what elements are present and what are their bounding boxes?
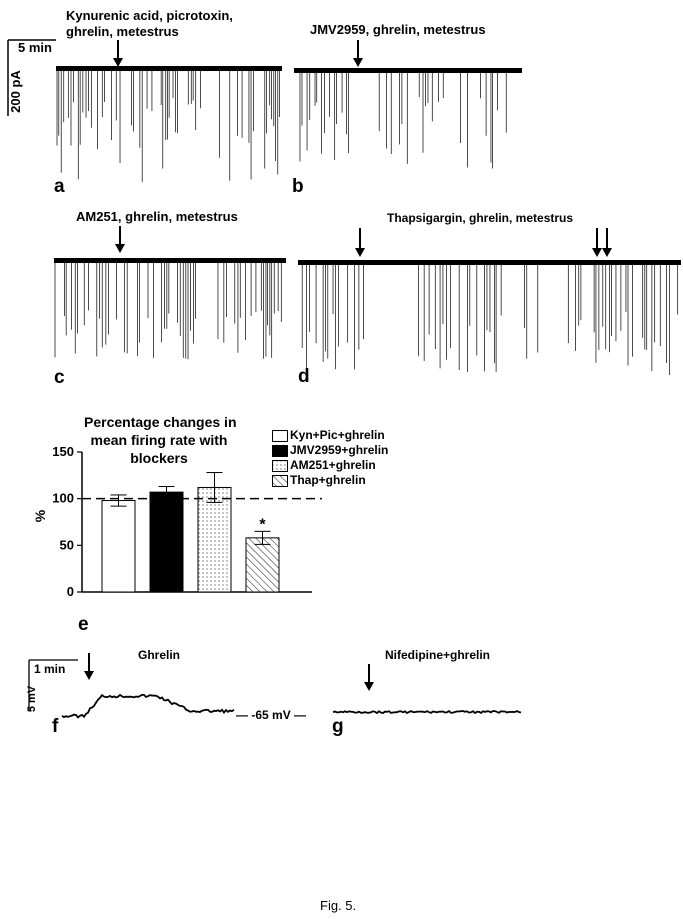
chart-legend <box>272 428 412 492</box>
scale-bar-time-label: 5 min <box>18 40 52 55</box>
panel-a-trace <box>56 60 282 190</box>
y-tick-label: 150 <box>52 444 74 459</box>
holding-potential-value: -65 mV <box>251 708 291 722</box>
panel-f-label: Ghrelin <box>138 648 181 662</box>
panel-g-letter: g <box>332 716 344 737</box>
panel-c-letter: c <box>54 367 65 388</box>
panel-d-arrow-1 <box>350 228 370 260</box>
panel-b-letter: b <box>292 176 304 197</box>
legend-border <box>270 427 272 489</box>
panel-c-trace <box>54 256 286 366</box>
panel-b-label: JMV2959, ghrelin, metestrus <box>310 22 486 37</box>
holding-dash-left: — <box>236 708 252 722</box>
bar-kyn-pic-ghrelin <box>102 501 135 592</box>
panel-f-letter: f <box>52 716 59 737</box>
chart-ylabel: % <box>32 509 49 523</box>
scale-bar-current-label: 200 pA <box>7 70 23 113</box>
bar-am251-ghrelin <box>198 487 231 592</box>
y-tick-label: 50 <box>59 537 74 553</box>
y-tick-label: 0 <box>66 584 74 599</box>
panel-a-label-line2: ghrelin, metestrus <box>66 24 179 39</box>
panel-f-arrow <box>79 653 99 683</box>
scale-bar-bottom-voltage: 5 mV <box>26 685 39 713</box>
chart-title-line1: Percentage changes in <box>84 414 237 430</box>
trace-baseline <box>294 68 522 73</box>
legend-swatch-hatched <box>272 475 288 487</box>
panel-c-label: AM251, ghrelin, metestrus <box>76 209 238 224</box>
panel-g-arrow <box>359 664 379 694</box>
legend-swatch-dotted <box>272 460 288 472</box>
scale-bar-bottom-time: 1 min <box>34 662 66 676</box>
legend-label-jmv: JMV2959+ghrelin <box>290 443 389 457</box>
holding-potential-label <box>236 708 306 722</box>
bar-thap-ghrelin <box>246 538 279 592</box>
panel-g-label: Nifedipine+ghrelin <box>385 648 491 662</box>
panel-a-letter: a <box>54 176 65 197</box>
legend-swatch-white <box>272 430 288 442</box>
legend-label-thap: Thap+ghrelin <box>290 473 366 487</box>
panel-a-label-line1: Kynurenic acid, picrotoxin, <box>66 8 233 23</box>
holding-dash-right: — <box>290 708 307 722</box>
legend-swatch-black <box>272 445 288 457</box>
panel-d-arrow-3 <box>597 228 617 260</box>
panel-d-letter: d <box>298 366 310 387</box>
figure-caption: Fig. 5. <box>320 898 357 913</box>
panel-d-trace <box>298 258 681 383</box>
chart-title-line2: mean firing rate with <box>90 432 228 448</box>
panel-b-trace <box>294 62 522 177</box>
significance-marker: * <box>259 516 266 534</box>
y-tick-label: 100 <box>52 490 74 506</box>
chart-title-line3: blockers <box>130 450 188 466</box>
panel-g-trace <box>333 696 523 726</box>
ghrelin-voltage-line <box>62 695 234 718</box>
bar-jmv2959-ghrelin <box>150 492 183 592</box>
trace-baseline <box>298 260 681 265</box>
panel-c-arrow <box>110 226 130 256</box>
legend-label-kyn: Kyn+Pic+ghrelin <box>290 428 385 442</box>
panel-d-label: Thapsigargin, ghrelin, metestrus <box>387 211 574 225</box>
nifedipine-voltage-line <box>333 711 521 713</box>
panel-e-letter: e <box>78 614 89 635</box>
panel-f-trace <box>62 686 237 726</box>
legend-label-am251: AM251+ghrelin <box>290 458 376 472</box>
